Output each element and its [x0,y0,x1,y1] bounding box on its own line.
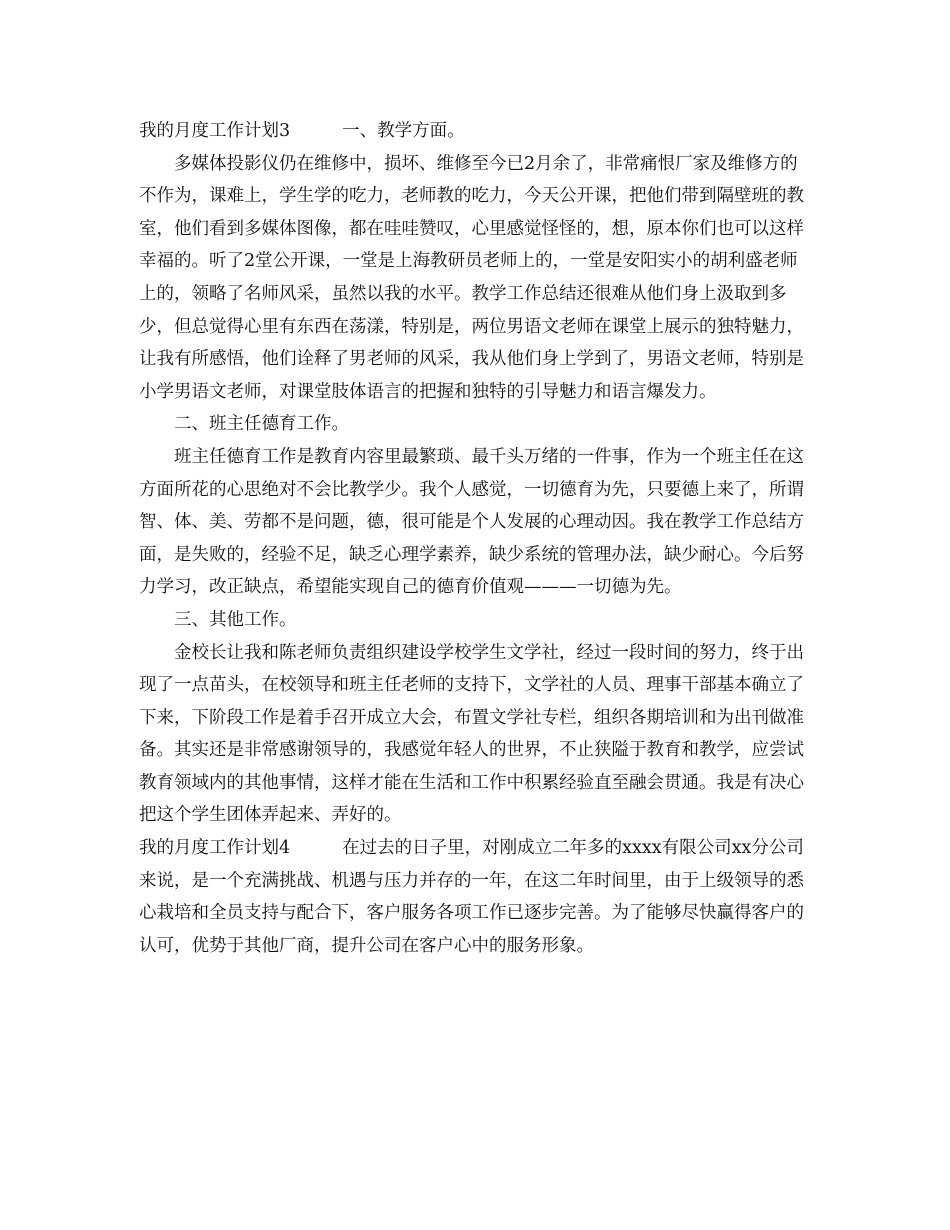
section3-heading: 三、其他工作。 [174,609,297,630]
section2-paragraph: 班主任德育工作是教育内容里最繁琐、最千头万绪的一件事，作为一个班主任在这方面所花的心思绝对不会比教学少。我个人感觉，一切德育为先，只要德上来了，所谓智、体、美、劳都不是问题，德，很可能是个人发展的心理动因。我在教学工作总结方面，是失败的，经验不足，缺乏心理学素养，缺少系统的管理办法，缺少耐心。今后努力学习，改正缺点，希望能实现自己的德育价值观———一切德为先。 [139,446,804,598]
plan4-title: 我的月度工作计划4 [139,838,291,859]
section1-heading: 一、教学方面。 [342,121,465,141]
plan3-first-line [139,115,815,148]
section2-heading: 二、班主任德育工作。 [174,414,349,435]
plan4-body: 在过去的日子里，对刚成立二年多的xxxx有限公司xx分公司来说，是一个充满挑战、机遇与压力并存的一年，在这二年时间里，由于上级领导的悉心栽培和全员支持与配合下，客户服务各项工作已逐步完善。为了能够尽快赢得客户的认可，优势于其他厂商，提升公司在客户心中的服务形象。 [139,838,804,956]
section1-paragraph: 多媒体投影仪仍在维修中，损坏、维修至今已2月余了，非常痛恨厂家及维修方的不作为，课难上，学生学的吃力，老师教的吃力，今天公开课，把他们带到隔壁班的教室，他们看到多媒体图像，都在哇哇赞叹，心里感觉怪怪的，想，原本你们也可以这样幸福的。听了2堂公开课，一堂是上海教研员老师上的，一堂是安阳实小的胡利盛老师上的，领略了名师风采，虽然以我的水平。教学工作总结还很难从他们身上汲取到多少，但总觉得心里有东西在荡漾，特别是，两位男语文老师在课堂上展示的独特魅力，让我有所感悟，他们诠释了男老师的风采，我从他们身上学到了，男语文老师，特别是小学男语文老师，对课堂肢体语言的把握和独特的引导魅力和语言爆发力。 [139,153,804,402]
plan4-paragraph [139,832,815,962]
document-body [139,115,815,962]
plan3-title: 我的月度工作计划3 [139,121,291,141]
section3-paragraph: 金校长让我和陈老师负责组织建设学校学生文学社，经过一段时间的努力，终于出现了一点苗头，在校领导和班主任老师的支持下，文学社的人员、理事干部基本确立了下来，下阶段工作是着手召开成立大会，布置文学社专栏，组织各期培训和为出刊做准备。其实还是非常感谢领导的，我感觉年轻人的世界，不止狭隘于教育和教学，应尝试教育领域内的其他事情，这样才能在生活和工作中积累经验直至融会贯通。我是有决心把这个学生团体弄起来、弄好的。 [139,642,804,826]
